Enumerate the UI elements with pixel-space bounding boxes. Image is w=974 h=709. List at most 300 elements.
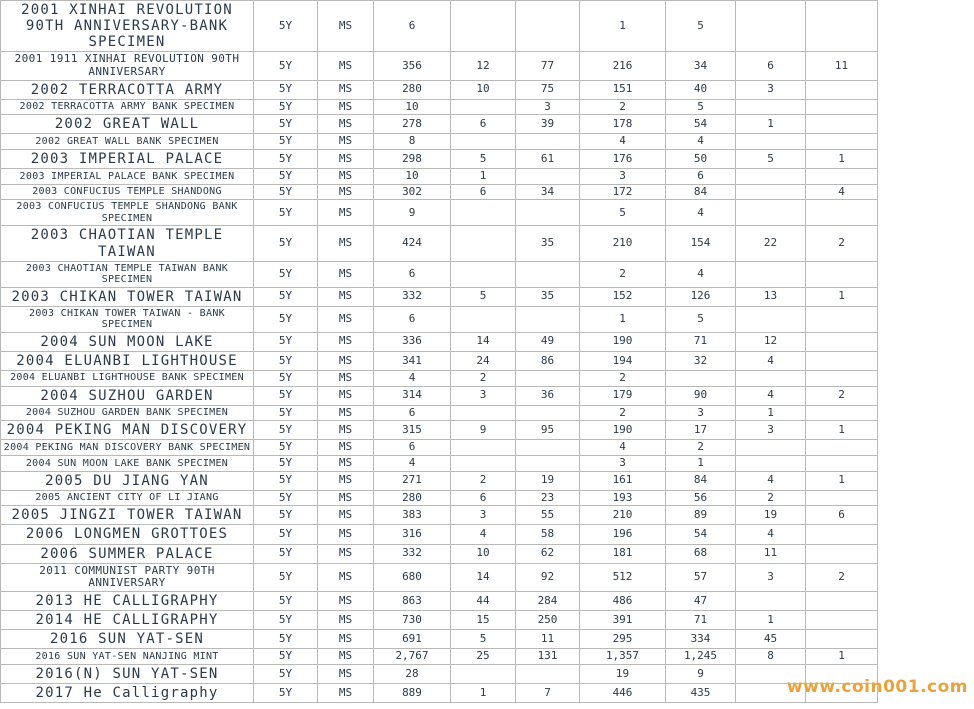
population-count-cell: 58 (516, 525, 580, 544)
table-row[interactable] (1, 169, 974, 185)
table-row[interactable] (1, 471, 974, 490)
population-count-cell: 280 (374, 80, 451, 99)
population-count-cell (736, 261, 806, 287)
population-count-cell: 44 (451, 591, 516, 610)
coin-name-cell: 2004 SUN MOON LAKE (1, 332, 254, 351)
population-count-cell: 1 (806, 287, 878, 306)
population-count-cell: 8 (736, 649, 806, 665)
denomination-cell: 5Y (254, 591, 318, 610)
denomination-cell: 5Y (254, 471, 318, 490)
denomination-cell: 5Y (254, 630, 318, 649)
coin-name-cell: 2003 CHAOTIAN TEMPLE TAIWAN (1, 226, 254, 261)
grade-cell: MS (318, 525, 374, 544)
population-count-cell: 278 (374, 115, 451, 134)
population-count-cell: 57 (666, 563, 736, 591)
population-count-cell: 3 (666, 405, 736, 421)
population-count-cell (451, 455, 516, 471)
coin-name-cell: 2017 He Calligraphy (1, 683, 254, 702)
population-count-cell: 3 (516, 99, 580, 115)
population-count-cell: 154 (666, 226, 736, 261)
denomination-cell: 5Y (254, 386, 318, 405)
population-count-cell: 6 (451, 115, 516, 134)
denomination-cell: 5Y (254, 99, 318, 115)
denomination-cell: 5Y (254, 134, 318, 150)
coin-name-cell: 2002 GREAT WALL BANK SPECIMEN (1, 134, 254, 150)
population-count-cell: 691 (374, 630, 451, 649)
population-count-cell: 89 (666, 506, 736, 525)
grade-cell: MS (318, 99, 374, 115)
population-count-cell (806, 630, 878, 649)
population-count-cell: 2 (806, 386, 878, 405)
population-count-cell: 889 (374, 683, 451, 702)
table-row[interactable] (1, 306, 974, 332)
coin-name-cell: 2013 HE CALLIGRAPHY (1, 591, 254, 610)
population-count-cell: 32 (666, 351, 736, 370)
population-count-cell: 435 (666, 683, 736, 702)
denomination-cell: 5Y (254, 52, 318, 80)
denomination-cell: 5Y (254, 664, 318, 683)
coin-name-cell: 2004 PEKING MAN DISCOVERY (1, 421, 254, 440)
population-count-cell (736, 1, 806, 52)
table-row[interactable] (1, 630, 974, 649)
population-count-cell (736, 683, 806, 702)
population-count-cell: 54 (666, 115, 736, 134)
population-count-cell: 2 (580, 261, 666, 287)
population-count-cell: 2 (806, 226, 878, 261)
table-row[interactable] (1, 332, 974, 351)
table-row[interactable] (1, 261, 974, 287)
population-count-cell (806, 99, 878, 115)
coin-name-cell: 2006 LONGMEN GROTTOES (1, 525, 254, 544)
population-count-cell: 152 (580, 287, 666, 306)
population-count-cell: 1 (580, 306, 666, 332)
denomination-cell: 5Y (254, 306, 318, 332)
population-count-cell (736, 370, 806, 386)
population-count-cell (451, 440, 516, 456)
grade-cell: MS (318, 1, 374, 52)
population-count-cell: 216 (580, 52, 666, 80)
population-count-cell: 11 (806, 52, 878, 80)
population-count-cell: 1,245 (666, 649, 736, 665)
population-count-cell (516, 440, 580, 456)
population-count-cell: 295 (580, 630, 666, 649)
population-count-cell: 179 (580, 386, 666, 405)
table-row[interactable] (1, 649, 974, 665)
table-row[interactable] (1, 184, 974, 200)
population-count-cell: 5 (666, 1, 736, 52)
grade-cell: MS (318, 287, 374, 306)
population-count-cell: 1 (806, 150, 878, 169)
population-count-cell (806, 683, 878, 702)
population-count-cell: 40 (666, 80, 736, 99)
population-count-cell: 315 (374, 421, 451, 440)
population-count-cell: 9 (374, 200, 451, 226)
coin-name-cell: 2003 CONFUCIUS TEMPLE SHANDONG BANK SPECIMEN (1, 200, 254, 226)
population-count-cell: 334 (666, 630, 736, 649)
population-count-cell (806, 591, 878, 610)
population-count-cell: 54 (666, 525, 736, 544)
table-row[interactable] (1, 1, 974, 52)
population-count-cell (516, 261, 580, 287)
population-count-cell: 341 (374, 351, 451, 370)
coin-name-cell: 2004 SUZHOU GARDEN BANK SPECIMEN (1, 405, 254, 421)
population-count-cell: 6 (666, 169, 736, 185)
population-count-cell: 181 (580, 544, 666, 563)
coin-name-cell: 2004 ELUANBI LIGHTHOUSE BANK SPECIMEN (1, 370, 254, 386)
grade-cell: MS (318, 351, 374, 370)
population-count-cell: 332 (374, 544, 451, 563)
coin-name-cell: 2005 ANCIENT CITY OF LI JIANG (1, 490, 254, 506)
coin-name-cell: 2014 HE CALLIGRAPHY (1, 611, 254, 630)
population-count-cell: 14 (451, 332, 516, 351)
denomination-cell: 5Y (254, 184, 318, 200)
population-count-cell: 314 (374, 386, 451, 405)
population-count-cell: 2 (451, 370, 516, 386)
population-count-cell: 4 (736, 386, 806, 405)
population-count-cell: 49 (516, 332, 580, 351)
grade-cell: MS (318, 134, 374, 150)
population-count-cell (451, 405, 516, 421)
coin-name-cell: 2002 TERRACOTTA ARMY (1, 80, 254, 99)
population-count-cell: 1 (580, 1, 666, 52)
table-row[interactable] (1, 591, 974, 610)
table-body (1, 1, 974, 703)
denomination-cell: 5Y (254, 226, 318, 261)
population-count-cell (516, 134, 580, 150)
population-count-cell: 19 (516, 471, 580, 490)
population-count-cell: 36 (516, 386, 580, 405)
population-count-cell: 11 (516, 630, 580, 649)
population-count-cell: 3 (736, 563, 806, 591)
grade-cell: MS (318, 226, 374, 261)
population-count-cell: 11 (736, 544, 806, 563)
population-count-cell: 250 (516, 611, 580, 630)
grade-cell: MS (318, 421, 374, 440)
population-count-cell (516, 306, 580, 332)
table-row[interactable] (1, 351, 974, 370)
population-count-cell (806, 525, 878, 544)
population-count-cell: 126 (666, 287, 736, 306)
population-count-cell: 10 (374, 99, 451, 115)
population-count-cell: 3 (451, 386, 516, 405)
grade-cell: MS (318, 386, 374, 405)
population-count-cell (516, 169, 580, 185)
population-count-cell: 4 (736, 351, 806, 370)
population-count-cell: 92 (516, 563, 580, 591)
population-count-cell: 196 (580, 525, 666, 544)
population-count-cell: 151 (580, 80, 666, 99)
population-count-cell: 6 (736, 52, 806, 80)
population-count-cell: 45 (736, 630, 806, 649)
table-row[interactable] (1, 287, 974, 306)
population-count-cell: 13 (736, 287, 806, 306)
table-row[interactable] (1, 99, 974, 115)
coin-name-cell: 2006 SUMMER PALACE (1, 544, 254, 563)
denomination-cell: 5Y (254, 405, 318, 421)
table-row[interactable] (1, 544, 974, 563)
grade-cell: MS (318, 455, 374, 471)
population-count-cell (451, 306, 516, 332)
table-row[interactable] (1, 226, 974, 261)
table-row[interactable] (1, 440, 974, 456)
table-row[interactable] (1, 506, 974, 525)
table-row[interactable] (1, 386, 974, 405)
population-count-cell (451, 226, 516, 261)
grade-cell: MS (318, 664, 374, 683)
denomination-cell: 5Y (254, 370, 318, 386)
population-count-cell: 1 (451, 169, 516, 185)
population-count-cell: 210 (580, 506, 666, 525)
coin-name-cell: 2003 CHIKAN TOWER TAIWAN - BANK SPECIMEN (1, 306, 254, 332)
grade-cell: MS (318, 591, 374, 610)
table-row[interactable] (1, 370, 974, 386)
population-count-cell: 95 (516, 421, 580, 440)
population-count-cell: 1 (451, 683, 516, 702)
population-count-cell (806, 405, 878, 421)
coin-name-cell: 2003 IMPERIAL PALACE BANK SPECIMEN (1, 169, 254, 185)
population-count-cell: 3 (736, 421, 806, 440)
population-count-cell: 161 (580, 471, 666, 490)
population-count-cell (806, 200, 878, 226)
population-count-cell: 3 (580, 455, 666, 471)
table-row[interactable] (1, 150, 974, 169)
population-count-cell: 77 (516, 52, 580, 80)
grade-cell: MS (318, 611, 374, 630)
population-count-cell: 4 (451, 525, 516, 544)
denomination-cell: 5Y (254, 683, 318, 702)
denomination-cell: 5Y (254, 80, 318, 99)
population-count-cell (806, 370, 878, 386)
table-row[interactable] (1, 683, 974, 702)
population-count-cell (736, 169, 806, 185)
denomination-cell: 5Y (254, 200, 318, 226)
population-count-cell: 2 (580, 99, 666, 115)
grade-cell: MS (318, 184, 374, 200)
coin-name-cell: 2003 CONFUCIUS TEMPLE SHANDONG (1, 184, 254, 200)
population-count-cell: 1 (666, 455, 736, 471)
population-count-cell: 5 (666, 306, 736, 332)
population-count-cell (806, 544, 878, 563)
population-count-cell: 4 (374, 455, 451, 471)
population-count-cell: 10 (374, 169, 451, 185)
population-count-cell: 10 (451, 544, 516, 563)
population-count-cell: 35 (516, 226, 580, 261)
coin-name-cell: 2016 SUN YAT-SEN (1, 630, 254, 649)
grade-cell: MS (318, 490, 374, 506)
table-row[interactable] (1, 421, 974, 440)
table-row[interactable] (1, 525, 974, 544)
grade-cell: MS (318, 506, 374, 525)
population-count-cell: 298 (374, 150, 451, 169)
grade-cell: MS (318, 563, 374, 591)
population-count-cell: 3 (736, 80, 806, 99)
population-count-cell: 172 (580, 184, 666, 200)
population-count-cell: 25 (451, 649, 516, 665)
population-count-cell: 210 (580, 226, 666, 261)
population-count-cell: 34 (516, 184, 580, 200)
population-count-cell: 280 (374, 490, 451, 506)
population-count-cell: 14 (451, 563, 516, 591)
population-count-cell: 4 (666, 134, 736, 150)
table-row[interactable] (1, 200, 974, 226)
population-count-cell (451, 261, 516, 287)
population-count-cell: 6 (374, 261, 451, 287)
population-count-cell: 271 (374, 471, 451, 490)
grade-cell: MS (318, 683, 374, 702)
coin-name-cell: 2002 GREAT WALL (1, 115, 254, 134)
table-row[interactable] (1, 563, 974, 591)
coin-name-cell: 2016(N) SUN YAT-SEN (1, 664, 254, 683)
denomination-cell: 5Y (254, 351, 318, 370)
population-count-cell: 424 (374, 226, 451, 261)
denomination-cell: 5Y (254, 1, 318, 52)
population-count-cell: 1,357 (580, 649, 666, 665)
population-count-cell (736, 591, 806, 610)
population-count-cell: 302 (374, 184, 451, 200)
population-count-cell (451, 200, 516, 226)
population-count-cell: 5 (451, 630, 516, 649)
population-count-cell: 8 (374, 134, 451, 150)
coin-name-cell: 2011 COMMUNIST PARTY 90TH ANNIVERSARY (1, 563, 254, 591)
population-count-cell: 3 (580, 169, 666, 185)
denomination-cell: 5Y (254, 169, 318, 185)
population-count-cell: 5 (580, 200, 666, 226)
grade-cell: MS (318, 332, 374, 351)
population-count-cell: 84 (666, 184, 736, 200)
population-count-cell: 5 (451, 287, 516, 306)
population-count-cell: 4 (736, 525, 806, 544)
grade-cell: MS (318, 471, 374, 490)
population-count-cell: 383 (374, 506, 451, 525)
population-count-cell (516, 200, 580, 226)
grade-cell: MS (318, 200, 374, 226)
population-count-cell: 90 (666, 386, 736, 405)
population-count-cell: 71 (666, 611, 736, 630)
coin-name-cell: 2005 DU JIANG YAN (1, 471, 254, 490)
grade-cell: MS (318, 150, 374, 169)
population-count-cell: 12 (736, 332, 806, 351)
denomination-cell: 5Y (254, 150, 318, 169)
population-count-cell (736, 200, 806, 226)
grade-cell: MS (318, 52, 374, 80)
population-count-cell: 84 (666, 471, 736, 490)
population-count-cell: 9 (451, 421, 516, 440)
population-count-cell (806, 664, 878, 683)
population-count-cell (806, 1, 878, 52)
population-count-cell: 17 (666, 421, 736, 440)
grade-cell: MS (318, 370, 374, 386)
population-count-cell: 3 (451, 506, 516, 525)
denomination-cell: 5Y (254, 525, 318, 544)
population-count-cell (736, 134, 806, 150)
population-count-cell: 680 (374, 563, 451, 591)
population-count-cell: 863 (374, 591, 451, 610)
population-count-cell: 6 (374, 440, 451, 456)
population-count-cell: 56 (666, 490, 736, 506)
population-count-cell (736, 99, 806, 115)
population-count-cell: 22 (736, 226, 806, 261)
denomination-cell: 5Y (254, 115, 318, 134)
table-row[interactable] (1, 80, 974, 99)
table-row[interactable] (1, 52, 974, 80)
population-count-cell (666, 370, 736, 386)
population-count-cell: 4 (374, 370, 451, 386)
population-count-cell: 9 (666, 664, 736, 683)
grade-cell: MS (318, 306, 374, 332)
population-count-cell: 4 (736, 471, 806, 490)
population-count-cell: 86 (516, 351, 580, 370)
population-count-cell: 391 (580, 611, 666, 630)
population-count-cell (806, 80, 878, 99)
population-count-cell: 6 (374, 306, 451, 332)
population-count-cell (806, 169, 878, 185)
population-count-cell: 1 (806, 421, 878, 440)
population-count-cell: 4 (580, 440, 666, 456)
table-row[interactable] (1, 664, 974, 683)
grade-cell: MS (318, 440, 374, 456)
table-row[interactable] (1, 405, 974, 421)
population-count-cell: 2 (736, 490, 806, 506)
population-count-cell (806, 261, 878, 287)
population-count-cell: 193 (580, 490, 666, 506)
grade-cell: MS (318, 115, 374, 134)
population-count-cell: 316 (374, 525, 451, 544)
population-count-cell: 35 (516, 287, 580, 306)
population-count-cell: 1 (736, 115, 806, 134)
table-row[interactable] (1, 490, 974, 506)
population-count-cell: 23 (516, 490, 580, 506)
denomination-cell: 5Y (254, 261, 318, 287)
denomination-cell: 5Y (254, 563, 318, 591)
population-count-cell: 4 (666, 200, 736, 226)
population-count-cell: 68 (666, 544, 736, 563)
population-count-cell: 12 (451, 52, 516, 80)
population-count-cell (451, 134, 516, 150)
population-count-cell: 50 (666, 150, 736, 169)
grade-cell: MS (318, 261, 374, 287)
population-count-cell (806, 306, 878, 332)
population-count-cell (736, 455, 806, 471)
population-count-cell: 190 (580, 332, 666, 351)
table-row[interactable] (1, 455, 974, 471)
population-count-cell (736, 306, 806, 332)
table-row[interactable] (1, 611, 974, 630)
population-count-cell (806, 332, 878, 351)
population-count-cell (806, 490, 878, 506)
coin-name-cell: 2004 SUZHOU GARDEN (1, 386, 254, 405)
population-count-cell: 512 (580, 563, 666, 591)
population-count-cell (736, 184, 806, 200)
grade-cell: MS (318, 649, 374, 665)
population-count-cell: 55 (516, 506, 580, 525)
population-count-cell (736, 440, 806, 456)
table-row[interactable] (1, 134, 974, 150)
denomination-cell: 5Y (254, 611, 318, 630)
population-count-cell: 5 (666, 99, 736, 115)
table-row[interactable] (1, 115, 974, 134)
population-count-cell (516, 664, 580, 683)
population-count-cell (806, 115, 878, 134)
denomination-cell: 5Y (254, 455, 318, 471)
population-count-cell (451, 99, 516, 115)
population-count-cell (806, 134, 878, 150)
population-count-cell: 4 (580, 134, 666, 150)
population-count-cell: 75 (516, 80, 580, 99)
grade-cell: MS (318, 630, 374, 649)
population-count-cell: 7 (516, 683, 580, 702)
population-count-cell: 47 (666, 591, 736, 610)
population-count-cell: 190 (580, 421, 666, 440)
